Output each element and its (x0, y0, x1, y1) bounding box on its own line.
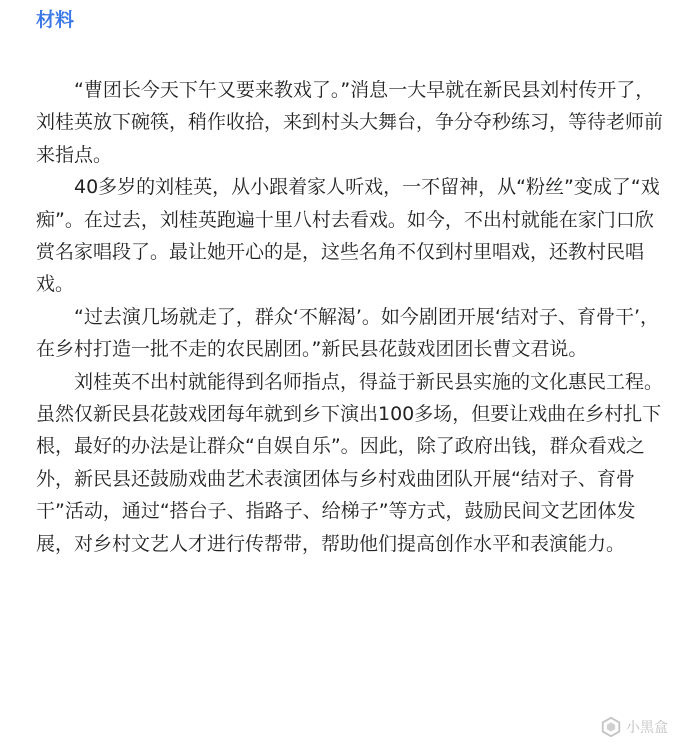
section-heading: 材料 (36, 9, 75, 31)
paragraph-1: “曹团长今天下午又要来教戏了。”消息一大早就在新民县刘村传开了，刘桂英放下碗筷，稍作收拾，来到村头大舞台，争分夺秒练习，等待老师前来指点。 (36, 79, 664, 166)
watermark (600, 716, 668, 738)
paragraph-3: “过去演几场就走了，群众‘不解渴’。如今剧团开展‘结对子、育骨干’，在乡村打造一批不走的农民剧团。”新民县花鼓戏团团长曹文君说。 (36, 305, 660, 361)
watermark-text: 小黑盒 (626, 720, 668, 736)
paragraph-4: 刘桂英不出村就能得到名师指点，得益于新民县实施的文化惠民工程。虽然仅新民县花鼓戏团每年就到乡下演出100多场，但要让戏曲在乡村扎下根，最好的办法是让群众“自娱自乐”。因此，除了政府出钱，群众看戏之外，新民县还鼓励戏曲艺术表演团体与乡村戏曲团队开展“结对子、育骨干”活动，通过“搭台子、指路子、给梯子”等方式，鼓励民间文艺团体发展，对乡村文艺人才进行传帮带，帮助他们提高创作水平和表演能力。 (36, 370, 664, 555)
article-body (36, 74, 666, 560)
paragraph-2: 40多岁的刘桂英，从小跟着家人听戏，一不留神，从“粉丝”变成了“戏痴”。在过去，刘桂英跑遍十里八村去看戏。如今，不出村就能在家门口欣赏名家唱段了。最让她开心的是，这些名角不仅到村里唱戏，还教村民唱戏。 (36, 176, 660, 296)
xiaoheihe-logo-icon (600, 716, 622, 738)
